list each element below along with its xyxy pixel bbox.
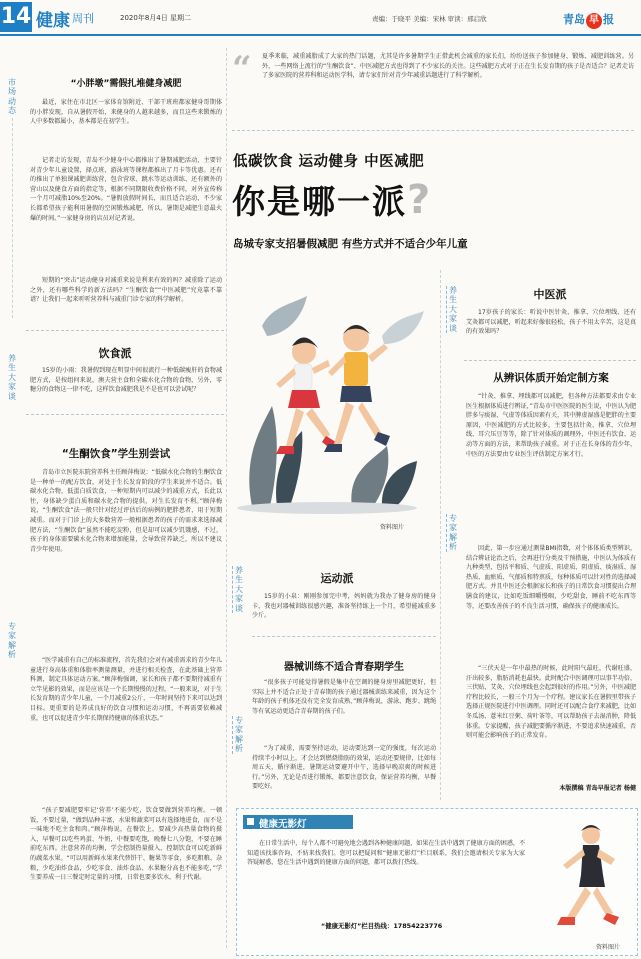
illustration-jogger	[533, 813, 633, 941]
brand-paper: 报	[603, 13, 614, 26]
tcm-byline: 本版撰稿 青岛早报记者 杨健	[559, 785, 636, 792]
tag-market: 市场动态	[8, 78, 16, 116]
illustration-runners	[232, 256, 432, 522]
hotline-phone-line	[321, 921, 442, 930]
headline-question-mark: ?	[407, 177, 431, 223]
brand-logo	[563, 8, 614, 28]
section-name: 健康	[36, 11, 70, 31]
market-paragraph-3: 短期的“突击”运动健身对减重来说是利来有效的吗？减重除了运动之外，还有哪些科学的新方法吗？“生酮饮食”“中医减肥”究竟靠不靠谱？让我们一起来听听营养科与减重门诊专家的科学解析。	[30, 277, 222, 304]
tcm-subtitle: 从辨识体质开始定制方案	[493, 372, 609, 384]
sport-title: 运动派	[320, 572, 354, 585]
tag-parents-1: 养生大家谈	[8, 354, 16, 401]
divider	[464, 360, 636, 361]
divider	[226, 48, 227, 948]
hotline-square-icon	[247, 818, 254, 825]
lead-quote: 夏季来临，减重减脂成了大家的热门话题，尤其是许多暑期学生正借此机会减重的家长们，纷纷送孩子参加健身、锻炼、减肥训练营。另外，一些网络上流行的“生酮饮食”、中医减肥方式也得到了不少家长的关注。这些减肥方式对于正在生长发育期的孩子是否适合？记者走访了多家医院的营养科和运动医学科，请专家们针对青少年减重话题进行了科学解析。	[262, 53, 634, 80]
page-header	[0, 0, 641, 36]
divider	[252, 636, 436, 637]
quote-mark: “	[232, 49, 252, 89]
market-paragraph-1: 最近，家住在市北区一家体育馆附近、干部干班班都家健身哥期体的小胖发现，自从暑假开始，来健身的人越来越多，而且这些来锻炼的人中多数都属小，基本都是在初学生。	[30, 99, 222, 126]
brand-mark: 早	[586, 13, 602, 29]
market-paragraph-2: 记者走访发现，青岛不少健身中心都推出了暑期减肥活动，主要针对青少年儿童设置，择点班、游泳班等课程都推出了月卡等优惠。还有的推出了单独课减肥训练营，包含营球、跳水等运动训练、还有额外的营山以及健食方面的指定等，根据不同期限收费价格不同，对外宣传称一个月可减脂10%至20%。“暑假放假时间长，而且适合运动，不少家长都希望孩子能利用暑假的空闲锻炼减肥，所以，暑期是减肥生意最火爆的时间。”一家健身房的店员对记者说。	[30, 157, 222, 222]
tcm-title: 中医派	[533, 288, 567, 301]
diet-subtitle: “生酮饮食”学生别尝试	[61, 448, 171, 460]
headline-deck: 岛城专家支招暑假减肥 有些方式并不适合少年儿童	[233, 238, 468, 250]
tcm-paragraph-3: “三伏天是一年中最热的时候，此时阳气最旺，代谢旺盛，汗出较多，脂肪消耗也最快。此时配合中医调理可以事半功倍，三伏贴、艾灸、穴位埋线也会起到很好的作用。”另外，中医减肥疗程比较长，一般三个月为一个疗程。建议家长在暑假里带孩子选择正规医院进行中医调理。同时还可以配合食疗来减肥，比如冬瓜汤、薏米红豆粥、荷叶茶等，可以帮助孩子去湿消肿，降低体重。专家提醒，孩子减肥要循序渐进，不要追求快速减重，否则可能会影响孩子的正常发育。	[466, 665, 636, 740]
tag-parents-3: 养生大家谈	[446, 286, 459, 333]
tcm-intro: 17岁孩子的家长：听说中医针灸、推拿、穴位埋线、还有艾灸都可以减肥，听起来好像很轻松，孩子不用太辛苦，这是真的有效果吗？	[466, 309, 636, 336]
brand-city: 青岛	[563, 13, 585, 26]
headline-main	[232, 176, 430, 223]
hotline-phone: 17854223776	[393, 922, 443, 930]
divider	[232, 130, 634, 131]
tcm-paragraph-1: “针灸、推拿、埋线都可以减肥，但各种方法都要求由专业医生根据体质进行辨证，”青岛市中医医院的医生说，中医认为肥胖多与痰湿、气虚等体质因素有关，其中脾虚湿盛是肥胖的主要原因，中医减肥的方式比较多，主要包括针灸、推拿、穴位埋线、耳穴压豆等等，除了针对体质的调理外，中医还有饮食、运动等方面的方法，来帮助孩子减重。对于正在长身体的青少年，中医的方法要由专业医生评估制定方案才行。	[466, 393, 636, 458]
jogger-image	[533, 813, 633, 941]
image-caption-2: 资料图片	[596, 944, 621, 951]
headline-kicker: 低碳饮食 运动健身 中医减肥	[233, 154, 425, 170]
editors-credit: 责编：于晓平 美编：宋林 审读：邢启欣	[372, 15, 487, 23]
hotline-phone-label: “健康无影灯”栏目热线：	[321, 922, 394, 930]
hotline-text: 在日常生活中，每个人都不可避免地会遇到各种健康问题，如果在生活中遇到了健康方面的困惑，不知道该找谁咨询，不妨来找我们。您可以把疑问和“健康无影灯”栏目联系，我们会邀请相关专家为大家答疑解惑，您在生活中遇到的健康方面的问题，都可以拨打热线。	[247, 840, 525, 867]
divider	[26, 330, 224, 331]
hotline-title: 健康无影灯	[259, 819, 307, 830]
diet-paragraph-2: “医学减重有自己的标准流程，首先我们会对有减重需求的青少年儿童进行身高体重和体脂率测量测量，并进行相关检查，在此基础上营养科测，制定具体运动方案。”顾萍梅强调，家长和孩子都不要期待减重有立竿见影的效果，而是应该是一个长期慢慢的过程，“一般来说，对于生长发育期的青少年儿童，一个月减重2公斤，一年时间坚持下来可以达到目标。更重要的是养成良好的饮食习惯和运动习惯，不再需要依赖减重，也可以促进青少年长期保持健康的体重状态。”	[30, 657, 222, 722]
hotline-box	[236, 808, 638, 956]
diet-paragraph-3: “孩子要减肥要牢记‘营养’不能少吃，饮食要做到营养均衡。一顿饭，不要过量，“做到品种丰富，水果和蔬菜可以有选择地进食，而不是一味地不吃主食和肉。”顾萍梅说，在餐饮上，要减少高热量食物的摄入，早餐可以吃些鸡蛋、牛奶，中餐要吃饱，晚餐七八分饱，不要在睡前吃东西。注意营养的均衡，学会控制热量摄入，控制饮食可以吃新鲜的蔬菜水果。“可以用新鲜水果来代替饼干、糖果等零食，多吃粗粮、杂粮，少吃油炸食品，少吃零食、油炸食品、水果糖分高也不能多吃，”学生要养成一日三餐定时定量的习惯，日常也要多饮水，利于代谢。	[30, 807, 222, 882]
runners-image	[232, 256, 432, 522]
diet-paragraph-1: 青岛市立医院东院营养科主任顾萍梅说：“低碳水化合物的生酮饮食是一种单一的配方饮食，对处于生长发育阶段的学生来说并不适合。低碳水化合物，低蛋白质饮食，一种短期内可以减少的减重方式，长此以往，身体缺少蛋白质和碳水化合物的提供，对生长发育不利。”顾萍梅说，“生酮饮食”法一般只针对经过评估后的病例的肥胖患者，用于短期减重。而对于门诊上的大多数营养一般根据患者的孩子的需求来选择减肥方法，“生酮饮食”虽然不能吃淀粉，但是却可以减少饥饿感，不过，孩子的身体需要碳水化合物来增加能量，会导致营养缺乏，所以不建议青少年使用。	[30, 469, 222, 553]
divider	[26, 414, 224, 415]
sport-paragraph-2: “为了减重，需要坚持运动，运动要达到一定的强度，每次运动持续半小时以上，才会达到燃烧脂肪的效果，运动还要规律，比如每周五天，循序渐进，暑期运动要避开中午，选择早晚凉爽的时候进行。”另外，无论是否进行锻炼，都要注意饮食，保证营养均衡，早餐要吃好。	[252, 745, 436, 791]
page-number: 14	[0, 2, 32, 32]
section-sub: 周刊	[72, 12, 94, 25]
hotline-title-bar	[243, 815, 353, 829]
tag-expert-3: 专家解析	[446, 514, 459, 552]
diet-intro: 15岁的小雨：我暑假到现在明显中间很流行一种低碳瘦肝的食物减肥方式，是按组何来说，澳夫营主食和全碳水化合物的食物，另外，零糖分的食物这一律不吃，这样饮食减肥我是不是也可以尝试呢？	[30, 367, 222, 394]
market-title: “小胖墩”需假扎堆健身减肥	[70, 79, 182, 89]
divider	[12, 118, 13, 318]
tag-expert-1: 专家解析	[8, 622, 16, 660]
diet-title: 饮食派	[98, 347, 132, 360]
headline-main-text: 你是哪一派	[232, 182, 407, 221]
sport-intro: 15岁的小泉：刚刚参加完中考，妈妈就为我办了健身房的健身卡，我也对器械训练很感兴趣，准备坚持练上一个月，希望能减重多少斤。	[252, 593, 436, 620]
tcm-paragraph-2: 因此，第一步应通过测量BMI指数，对个体体质类型辨识，结合辨证论治之后，会再进行分类及干预措施，中医认为体质有九种类型，包括平和质、气虚质、阳虚质、阴虚质、痰湿质、湿热质、血瘀质、气郁质和特禀质，每种体质可以针对性的选择减肥方式。并且中医还会根据家长和孩子的日常饮食习惯提出合理膳食的建议，比如吃饭细嚼慢咽，少吃甜食，睡前不吃东西等等，还要改善孩子的不良生活习惯，确保孩子的健康成长。	[466, 545, 636, 610]
image-caption-1: 资料图片	[380, 524, 405, 531]
tag-parents-2: 养生大家谈	[232, 566, 245, 613]
issue-date: 2020年8月4日 星期二	[120, 14, 191, 22]
divider	[440, 270, 441, 800]
sport-subtitle: 器械训练不适合青春期学生	[284, 662, 404, 673]
tag-expert-2: 专家解析	[232, 716, 245, 754]
sport-paragraph-1: “很多孩子可能觉得暑假是集中在空调的健身房里减肥更好，但实际上并不适合正处于青春期的孩子通过器械训练来减重，因为这个年龄的孩子机体还没有完全发育成熟，”顾萍梅说，游泳、跑步、跳绳等有氧运动更适合青春期的孩子们。	[252, 679, 436, 715]
